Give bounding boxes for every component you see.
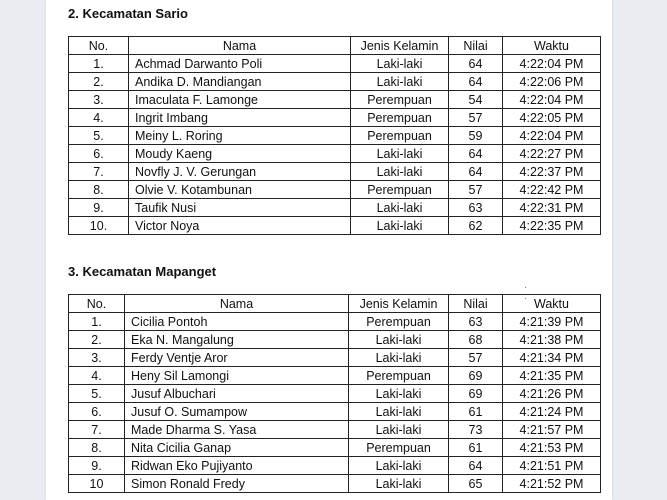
cell-waktu: 4:22:42 PM (503, 181, 601, 199)
cell-nilai: 68 (449, 331, 503, 349)
cell-nilai: 64 (449, 55, 503, 73)
cell-no: 6. (69, 145, 129, 163)
cell-jenis-kelamin: Perempuan (349, 439, 449, 457)
cell-nilai: 65 (449, 475, 503, 493)
table-row (69, 367, 601, 385)
cell-no: 8. (69, 181, 129, 199)
cell-jenis-kelamin: Laki-laki (349, 421, 449, 439)
cell-nama: Ferdy Ventje Aror (125, 349, 349, 367)
cell-waktu: 4:21:24 PM (503, 403, 601, 421)
cell-jenis-kelamin: Laki-laki (349, 331, 449, 349)
cell-waktu: 4:21:57 PM (503, 421, 601, 439)
table-row (69, 127, 601, 145)
cell-nilai: 62 (449, 217, 503, 235)
cell-nilai: 73 (449, 421, 503, 439)
cell-no: 8. (69, 439, 125, 457)
table-row (69, 349, 601, 367)
cell-jenis-kelamin: Laki-laki (349, 475, 449, 493)
cell-jenis-kelamin: Laki-laki (351, 217, 449, 235)
header-no: No. (69, 295, 125, 313)
scan-mark: · · (524, 282, 528, 304)
cell-waktu: 4:21:52 PM (503, 475, 601, 493)
cell-nilai: 64 (449, 145, 503, 163)
cell-waktu: 4:22:35 PM (503, 217, 601, 235)
table-row (69, 91, 601, 109)
cell-jenis-kelamin: Laki-laki (351, 55, 449, 73)
cell-waktu: 4:22:06 PM (503, 73, 601, 91)
cell-jenis-kelamin: Perempuan (349, 313, 449, 331)
cell-jenis-kelamin: Perempuan (351, 181, 449, 199)
table-row (69, 199, 601, 217)
cell-waktu: 4:22:31 PM (503, 199, 601, 217)
cell-waktu: 4:22:05 PM (503, 109, 601, 127)
cell-nilai: 57 (449, 349, 503, 367)
cell-waktu: 4:21:51 PM (503, 457, 601, 475)
table-row (69, 163, 601, 181)
cell-nilai: 57 (449, 109, 503, 127)
header-waktu: Waktu (503, 37, 601, 55)
cell-jenis-kelamin: Laki-laki (351, 145, 449, 163)
table-row (69, 421, 601, 439)
header-nama: Nama (129, 37, 351, 55)
cell-no: 7. (69, 163, 129, 181)
cell-waktu: 4:21:34 PM (503, 349, 601, 367)
cell-nama: Victor Noya (129, 217, 351, 235)
cell-no: 9. (69, 457, 125, 475)
header-no: No. (69, 37, 129, 55)
cell-no: 2. (69, 331, 125, 349)
table-sario (68, 36, 601, 235)
cell-jenis-kelamin: Perempuan (351, 91, 449, 109)
cell-nilai: 63 (449, 313, 503, 331)
cell-nilai: 64 (449, 457, 503, 475)
cell-no: 3. (69, 91, 129, 109)
table-row (69, 331, 601, 349)
header-nilai: Nilai (449, 37, 503, 55)
cell-jenis-kelamin: Laki-laki (349, 403, 449, 421)
cell-jenis-kelamin: Laki-laki (349, 349, 449, 367)
cell-nama: Made Dharma S. Yasa (125, 421, 349, 439)
cell-no: 2. (69, 73, 129, 91)
cell-nama: Olvie V. Kotambunan (129, 181, 351, 199)
cell-nama: Taufik Nusi (129, 199, 351, 217)
cell-no: 9. (69, 199, 129, 217)
header-jenis-kelamin: Jenis Kelamin (349, 295, 449, 313)
cell-jenis-kelamin: Laki-laki (349, 457, 449, 475)
cell-waktu: 4:22:04 PM (503, 91, 601, 109)
cell-jenis-kelamin: Laki-laki (351, 163, 449, 181)
cell-nilai: 61 (449, 403, 503, 421)
cell-nama: Andika D. Mandiangan (129, 73, 351, 91)
cell-waktu: 4:22:04 PM (503, 127, 601, 145)
cell-nama: Jusuf O. Sumampow (125, 403, 349, 421)
cell-waktu: 4:22:27 PM (503, 145, 601, 163)
cell-no: 4. (69, 367, 125, 385)
cell-jenis-kelamin: Laki-laki (349, 385, 449, 403)
table-row (69, 313, 601, 331)
table-row (69, 181, 601, 199)
cell-waktu: 4:21:39 PM (503, 313, 601, 331)
cell-nilai: 57 (449, 181, 503, 199)
cell-waktu: 4:21:26 PM (503, 385, 601, 403)
table-row (69, 439, 601, 457)
cell-no: 3. (69, 349, 125, 367)
cell-nilai: 69 (449, 385, 503, 403)
header-jenis-kelamin: Jenis Kelamin (351, 37, 449, 55)
table-row (69, 385, 601, 403)
table-row (69, 145, 601, 163)
cell-nama: Heny Sil Lamongi (125, 367, 349, 385)
cell-nama: Cicilia Pontoh (125, 313, 349, 331)
cell-nama: Ingrit Imbang (129, 109, 351, 127)
document-page (46, 0, 612, 500)
cell-jenis-kelamin: Perempuan (351, 127, 449, 145)
cell-jenis-kelamin: Perempuan (351, 109, 449, 127)
header-waktu: Waktu (503, 295, 601, 313)
cell-nilai: 54 (449, 91, 503, 109)
table-row (69, 457, 601, 475)
cell-no: 10. (69, 217, 129, 235)
table-row (69, 403, 601, 421)
cell-nilai: 63 (449, 199, 503, 217)
header-nama: Nama (125, 295, 349, 313)
cell-nama: Simon Ronald Fredy (125, 475, 349, 493)
table-row (69, 217, 601, 235)
cell-nilai: 61 (449, 439, 503, 457)
table-row (69, 475, 601, 493)
cell-waktu: 4:21:53 PM (503, 439, 601, 457)
table-mapanget (68, 294, 601, 493)
cell-nilai: 64 (449, 73, 503, 91)
cell-nama: Nita Cicilia Ganap (125, 439, 349, 457)
cell-no: 10 (69, 475, 125, 493)
header-nilai: Nilai (449, 295, 503, 313)
cell-jenis-kelamin: Laki-laki (351, 199, 449, 217)
table-header-row (69, 295, 601, 313)
table-row (69, 73, 601, 91)
cell-no: 1. (69, 55, 129, 73)
section-heading-mapanget: 3. Kecamatan Mapanget (68, 264, 217, 279)
cell-nama: Meiny L. Roring (129, 127, 351, 145)
cell-nama: Moudy Kaeng (129, 145, 351, 163)
cell-nama: Achmad Darwanto Poli (129, 55, 351, 73)
table-row (69, 109, 601, 127)
cell-jenis-kelamin: Laki-laki (351, 73, 449, 91)
table-header-row (69, 37, 601, 55)
cell-nilai: 69 (449, 367, 503, 385)
cell-nama: Ridwan Eko Pujiyanto (125, 457, 349, 475)
cell-nama: Eka N. Mangalung (125, 331, 349, 349)
table-row (69, 55, 601, 73)
cell-no: 5. (69, 385, 125, 403)
cell-nama: Novfly J. V. Gerungan (129, 163, 351, 181)
cell-nama: Imaculata F. Lamonge (129, 91, 351, 109)
cell-no: 1. (69, 313, 125, 331)
cell-nama: Jusuf Albuchari (125, 385, 349, 403)
cell-waktu: 4:22:37 PM (503, 163, 601, 181)
cell-waktu: 4:21:35 PM (503, 367, 601, 385)
section-heading-sario: 2. Kecamatan Sario (68, 6, 188, 21)
cell-no: 6. (69, 403, 125, 421)
cell-jenis-kelamin: Perempuan (349, 367, 449, 385)
cell-waktu: 4:21:38 PM (503, 331, 601, 349)
cell-no: 7. (69, 421, 125, 439)
cell-nilai: 59 (449, 127, 503, 145)
cell-no: 5. (69, 127, 129, 145)
cell-nilai: 64 (449, 163, 503, 181)
cell-no: 4. (69, 109, 129, 127)
cell-waktu: 4:22:04 PM (503, 55, 601, 73)
